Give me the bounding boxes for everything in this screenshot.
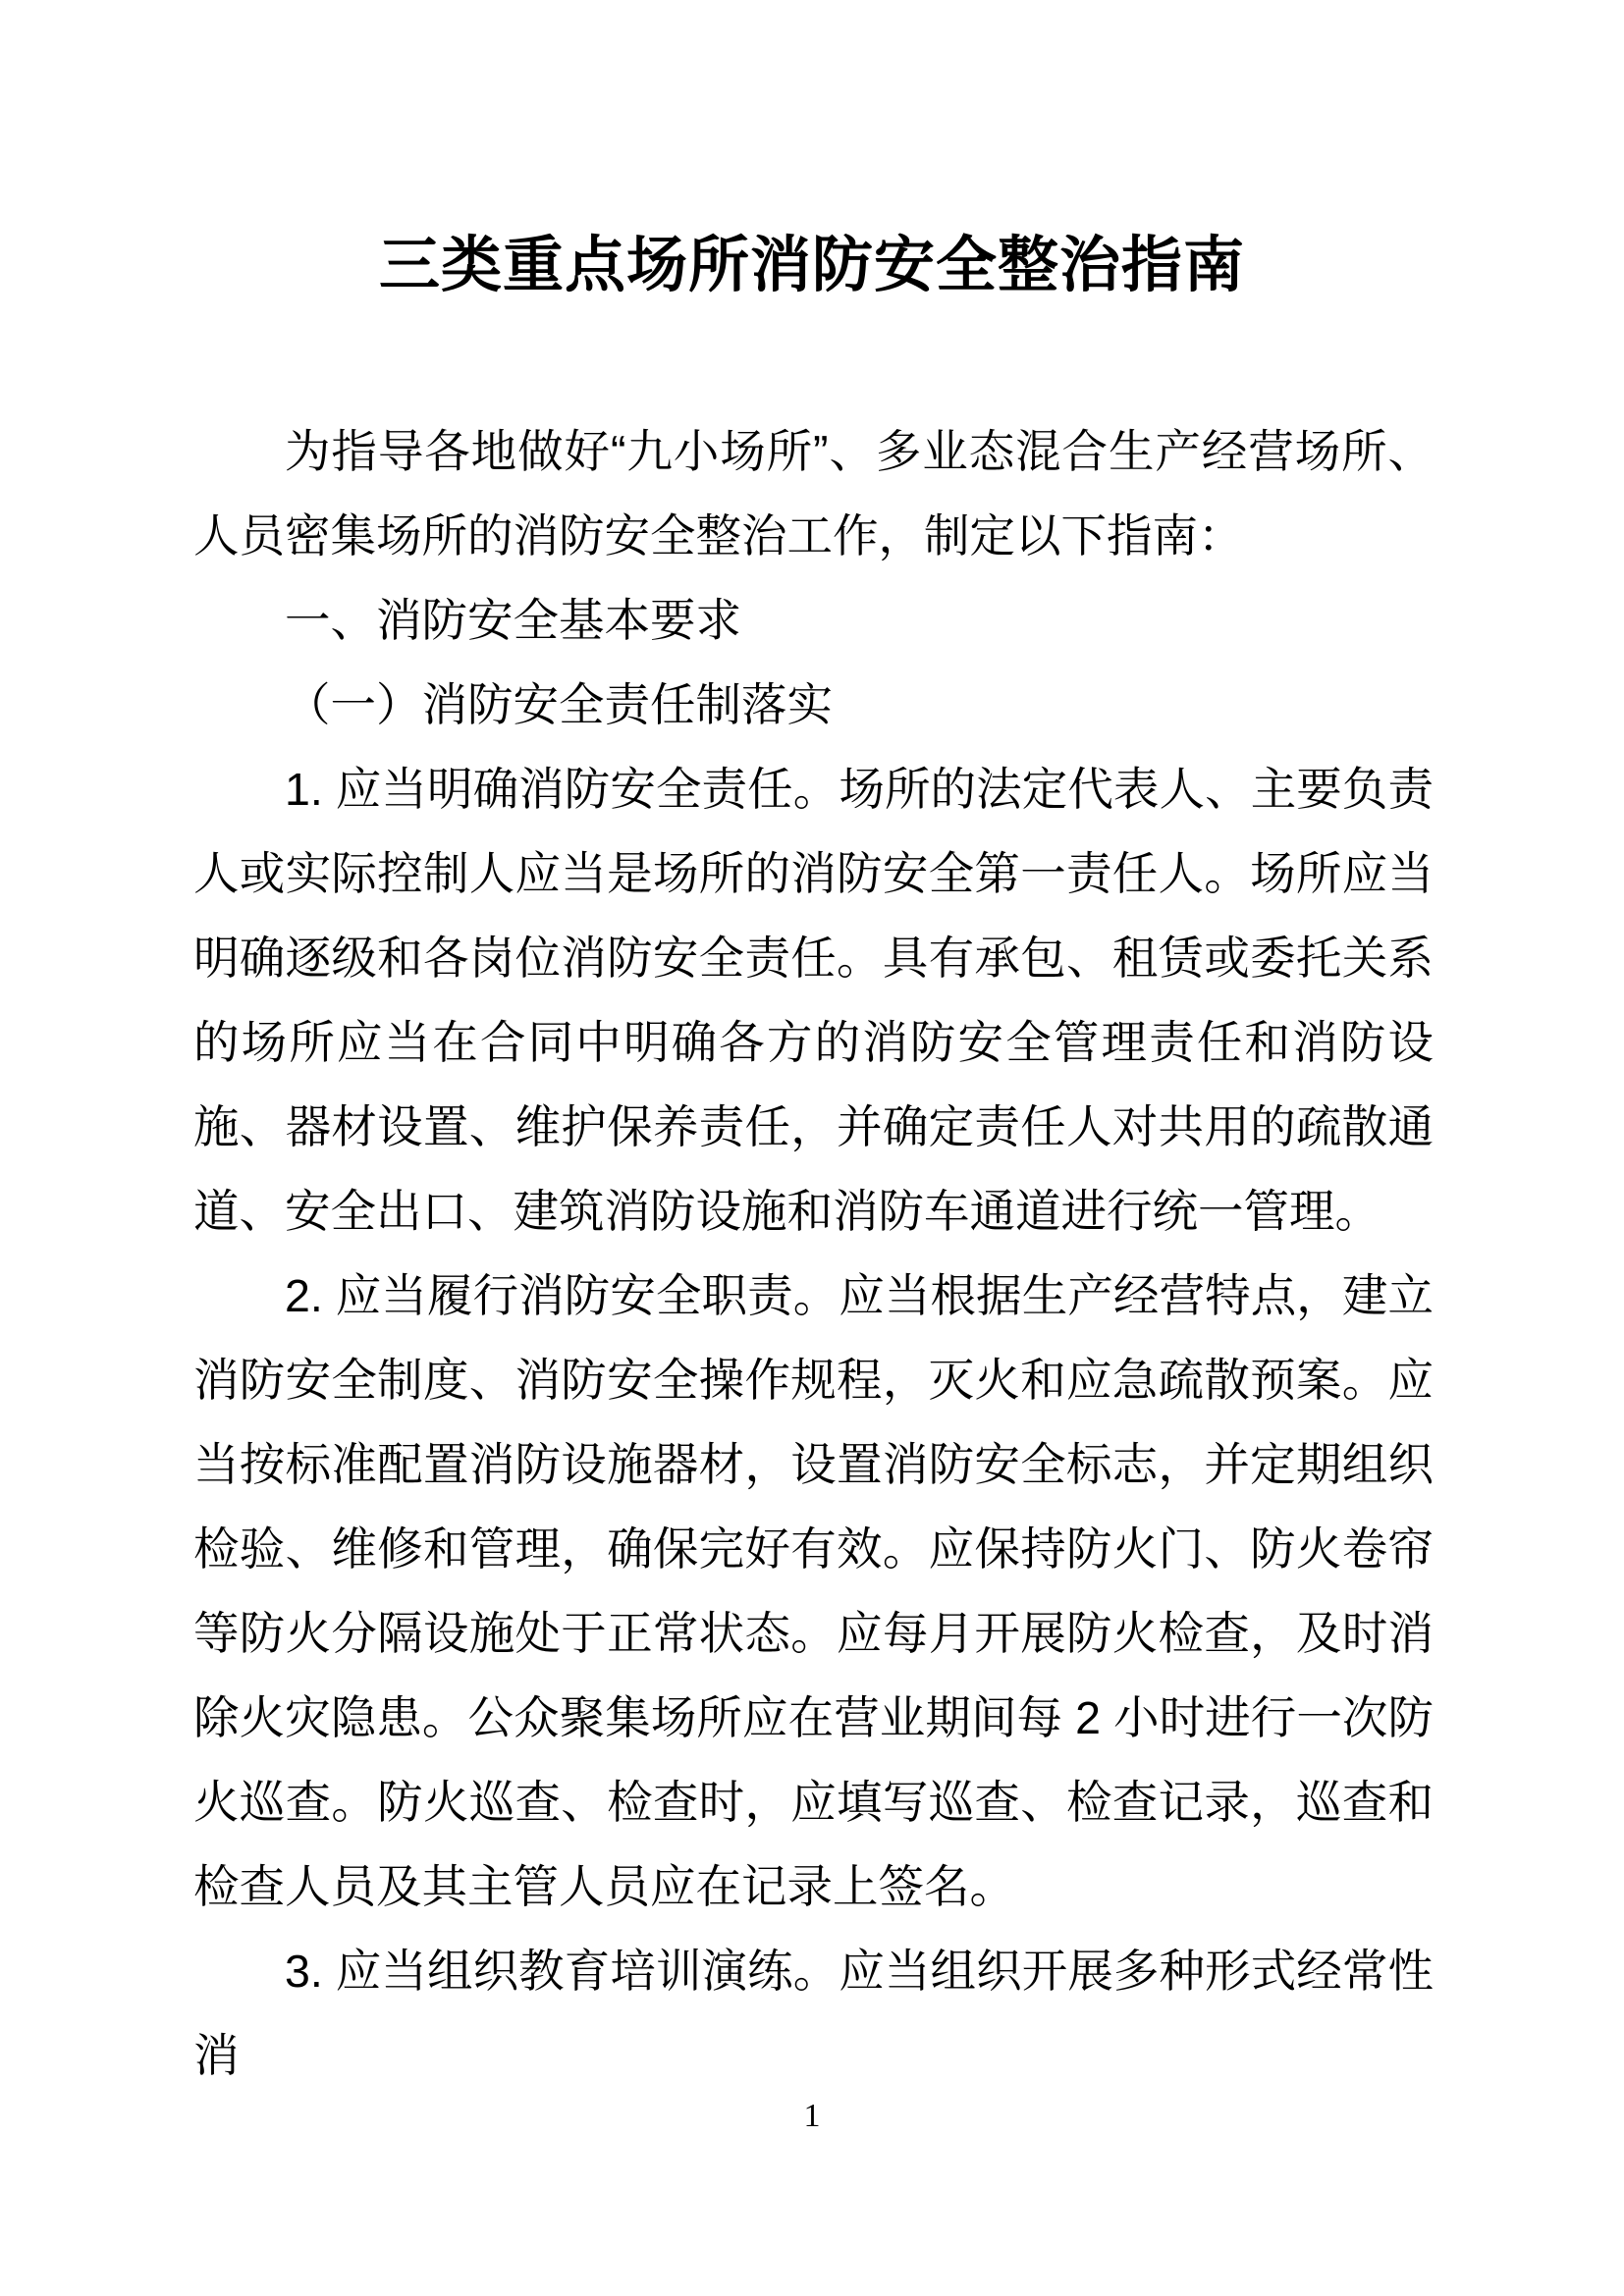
paragraph-item-1: 1. 应当明确消防安全责任。场所的法定代表人、主要负责人或实际控制人应当是场所的消防安全第一责任人。场所应当明确逐级和各岗位消防安全责任。具有承包、租赁或委托关系的场所应当在合同中明确各方的消防安全管理责任和消防设施、器材设置、维护保养责任，并确定责任人对共用的疏散通道、安全出口、建筑消防设施和消防车通道进行统一管理。 xyxy=(193,764,1434,1237)
paragraph-intro: 为指导各地做好“九小场所”、多业态混合生产经营场所、人员密集场所的消防安全整治工作，制定以下指南： xyxy=(193,426,1434,561)
paragraph-item-2: 2. 应当履行消防安全职责。应当根据生产经营特点，建立消防安全制度、消防安全操作规程，灭火和应急疏散预案。应当按标准配置消防设施器材，设置消防安全标志，并定期组织检验、维修和管理，确保完好有效。应保持防火门、防火卷帘等防火分隔设施处于正常状态。应每月开展防火检查，及时消除火灾隐患。公众聚集场所应在营业期间每 2 小时进行一次防火巡查。防火巡查、检查时，应填写巡查、检查记录，巡查和检查人员及其主管人员应在记录上签名。 xyxy=(193,1270,1434,1912)
paragraph-item-3: 3. 应当组织教育培训演练。应当组织开展多种形式经常性消 xyxy=(193,1946,1434,2081)
document-title: 三类重点场所消防安全整治指南 xyxy=(378,232,1245,299)
subsection-1-1-heading: （一）消防安全责任制落实 xyxy=(285,679,833,730)
section-1-heading: 一、消防安全基本要求 xyxy=(285,595,741,646)
page-number: 1 xyxy=(803,2098,821,2134)
document-body xyxy=(193,409,1434,2098)
